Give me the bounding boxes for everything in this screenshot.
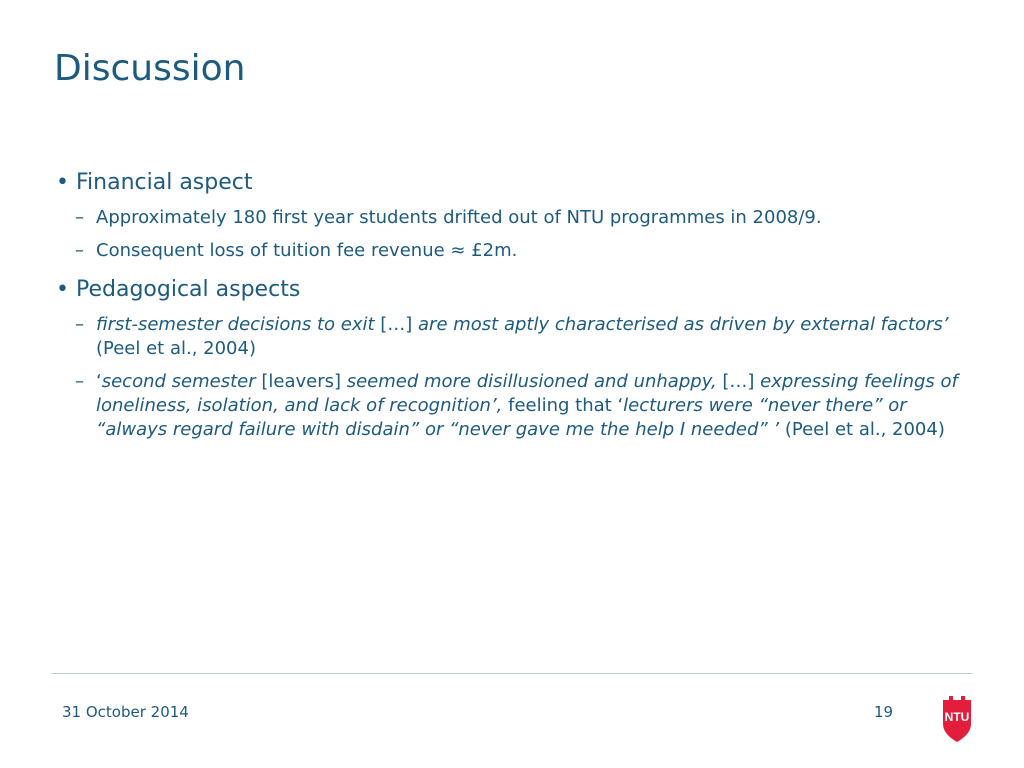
quote-text <box>96 371 958 440</box>
text-run: (Peel et al., 2004) <box>779 419 945 440</box>
quote-text <box>96 314 949 359</box>
ntu-logo <box>937 696 977 742</box>
bullet-heading: Pedagogical aspects <box>76 277 301 302</box>
footer-date: 31 October 2014 <box>62 703 189 721</box>
text-run: feeling that ‘ <box>502 395 624 416</box>
italic-run: lecturers were “never there” or “always regard failure with disdain” or “never gave me the help I needed” ’ <box>96 395 907 440</box>
sub-bullet <box>56 313 976 361</box>
sub-bullet-text: Approximately 180 first year students drifted out of NTU programmes in 2008/9. <box>96 207 822 228</box>
page-number: 19 <box>874 703 894 721</box>
text-run: […] <box>374 314 419 335</box>
bullet-financial <box>56 168 976 198</box>
sub-bullet <box>56 370 976 442</box>
italic-run: second semester <box>101 371 256 392</box>
dash-icon: – <box>75 314 84 335</box>
footer-divider <box>52 673 972 674</box>
sub-bullet-text: Consequent loss of tuition fee revenue ≈ £2m. <box>96 240 518 261</box>
text-run: […] <box>716 371 761 392</box>
slide-content <box>56 168 976 451</box>
bullet-dot-icon: • <box>56 277 69 302</box>
dash-icon: – <box>75 207 84 228</box>
dash-icon: – <box>75 240 84 261</box>
bullet-pedagogical <box>56 275 976 305</box>
text-run: (Peel et al., 2004) <box>96 338 256 359</box>
dash-icon: – <box>75 371 84 392</box>
bullet-dot-icon: • <box>56 170 69 195</box>
italic-run: expressing feelings of loneliness, isolation, and lack of recognition’, <box>96 371 958 416</box>
text-run: [leavers] <box>255 371 347 392</box>
sub-bullet <box>56 239 976 263</box>
ntu-logo-text: NTU <box>944 710 970 724</box>
italic-run: seemed more disillusioned and unhappy, <box>346 371 717 392</box>
text-run: ‘ <box>96 371 102 392</box>
slide-title: Discussion <box>54 48 246 89</box>
sub-bullet <box>56 206 976 230</box>
bullet-heading: Financial aspect <box>76 170 253 195</box>
italic-run: are most aptly characterised as driven by external factors’ <box>418 314 949 335</box>
italic-run: first-semester decisions to exit <box>96 314 375 335</box>
